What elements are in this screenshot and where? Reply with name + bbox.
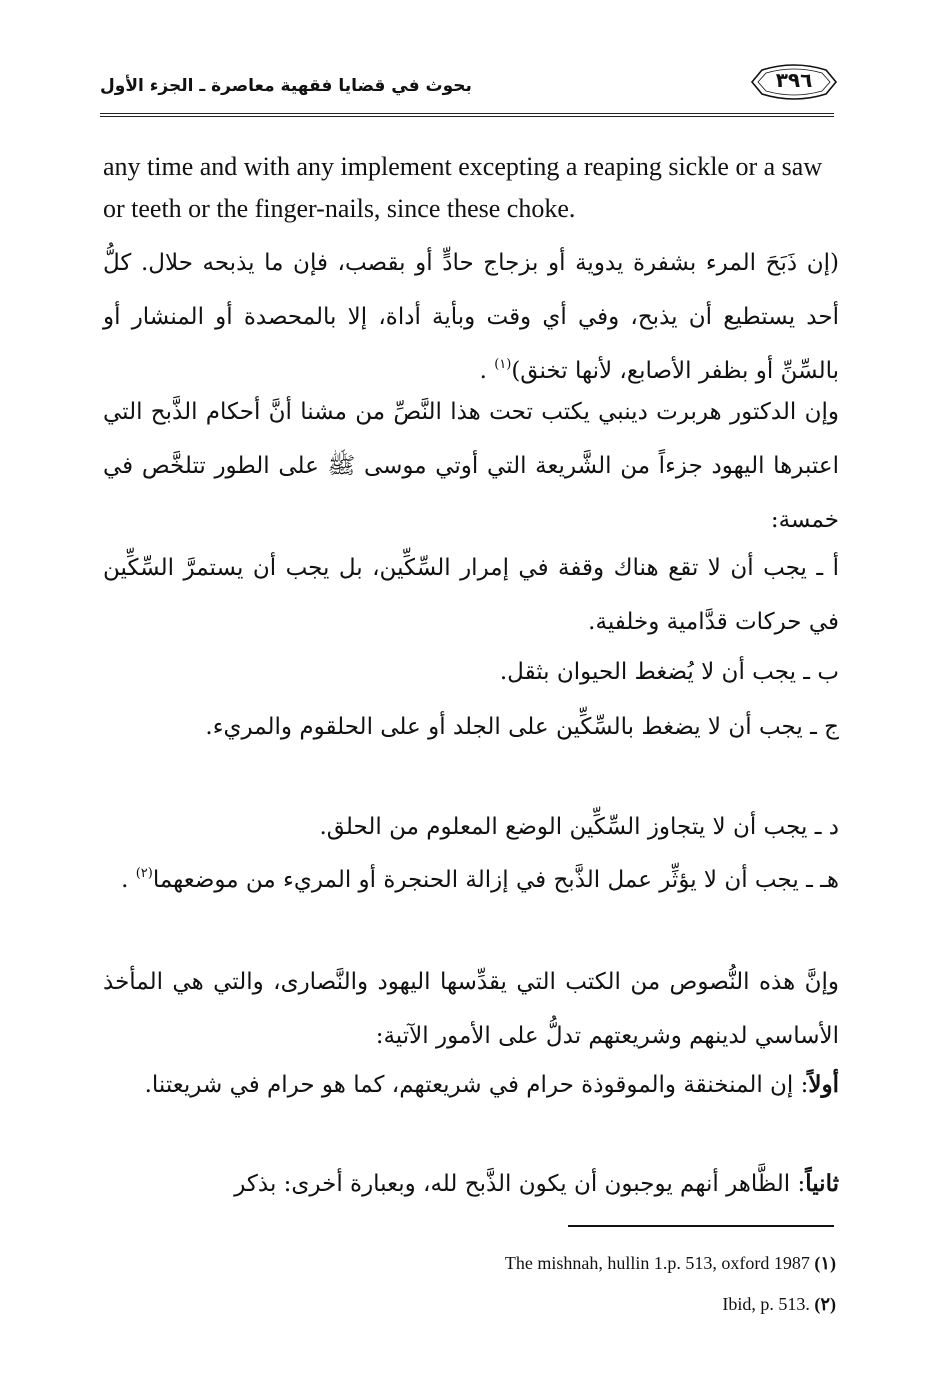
footnote-rule xyxy=(568,1225,834,1227)
footnote-1-number: (١) xyxy=(814,1253,836,1273)
header-rule-secondary xyxy=(100,116,834,117)
paragraph-quote: (إن ذَبَحَ المرء بشفرة يدوية أو بزجاج حادٍّ أو بقصب، فإن ما يذبحه حلال. كلُّ أحد يستطيع أن يذبح، وفي أي وقت وبأية أداة، إلا بالمحصدة أو المنشار أو بالسِّنِّ أو بظفر الأصابع، لأنها تخنق)$^{(١)}$ . xyxy=(103,250,839,384)
rule-item-c: ج ـ يجب أن لا يضغط بالسِّكِّين على الجلد أو على الحلقوم والمريء. xyxy=(205,714,839,740)
paragraph-quote-text: (إن ذَبَحَ المرء بشفرة يدوية أو بزجاج حادٍّ أو بقصب، فإن ما يذبحه حلال. كلُّ أحد يستطيع أن يذبح، وفي أي وقت وبأية أداة، إلا بالمحصدة أو المنشار أو بالسِّنِّ أو بظفر الأصابع، لأنها تخنق) xyxy=(103,250,839,384)
paragraph-conclusion: وإنَّ هذه النُّصوص من الكتب التي يقدِّسها اليهود والنَّصارى، والتي هي المأخذ الأساسي لدينهم وشريعتهم تدلُّ على الأمور الآتية: xyxy=(103,969,839,1049)
rule-item-e-text: هـ ـ يجب أن لا يؤثِّر عمل الذَّبح في إزالة الحنجرة أو المريء من موضعهما xyxy=(152,867,839,893)
footnote-1 xyxy=(505,1253,836,1274)
point-first-label: أولاً xyxy=(808,1071,839,1098)
rule-item-a: أ ـ يجب أن لا تقع هناك وقفة في إمرار السِّكِّين، بل يجب أن يستمرَّ السِّكِّين في حركات قدَّامية وخلفية. xyxy=(103,555,839,635)
footnote-2 xyxy=(722,1294,836,1315)
point-first xyxy=(103,1058,839,1112)
page-number-ornament xyxy=(748,62,840,102)
header-rule xyxy=(100,113,834,114)
point-second-label: ثانياً xyxy=(805,1170,839,1197)
paragraph-denby: وإن الدكتور هربرت دينبي يكتب تحت هذا النَّصِّ من مشنا أنَّ أحكام الذَّبح التي اعتبرها اليهود جزءاً من الشَّريعة التي أوتي موسى ﷺ على الطور تتلخَّص في خمسة: xyxy=(103,399,839,533)
point-second-text: : الظَّاهر أنهم يوجبون أن يكون الذَّبح لله، وبعبارة أخرى: بذكر xyxy=(234,1171,806,1197)
footnote-ref-1: (١) xyxy=(494,357,512,372)
footnote-1-text: The mishnah, hullin 1.p. 513, oxford 1987 xyxy=(504,1253,810,1273)
english-quote: any time and with any implement excepting a reaping sickle or a saw or teeth or the finger-nails, since these choke. xyxy=(103,152,823,223)
footnote-2-number: (٢) xyxy=(814,1294,836,1314)
rule-item-e: هـ ـ يجب أن لا يؤثِّر عمل الذَّبح في إزالة الحنجرة أو المريء من موضعهما$^{(٢)}$ . xyxy=(121,866,839,893)
footnote-2-text: Ibid, p. 513. xyxy=(722,1294,810,1314)
rule-item-d: د ـ يجب أن لا يتجاوز السِّكِّين الوضع المعلوم من الحلق. xyxy=(319,814,839,840)
rule-item-b: ب ـ يجب أن لا يُضغط الحيوان بثقل. xyxy=(499,659,839,685)
footnote-ref-2: (٢) xyxy=(135,866,153,881)
point-first-text: : إن المنخنقة والموقوذة حرام في شريعتهم، كما هو حرام في شريعتنا. xyxy=(144,1072,809,1098)
page-header xyxy=(100,62,840,110)
point-second xyxy=(103,1157,839,1211)
running-title: بحوث في قضايا فقهية معاصرة ـ الجزء الأول xyxy=(100,76,472,96)
page-number: ٣٩٦ xyxy=(775,68,813,92)
